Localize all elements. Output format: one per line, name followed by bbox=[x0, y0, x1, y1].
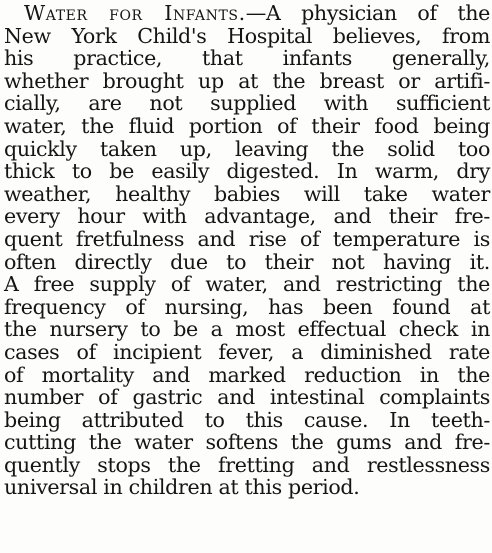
article-line-1-text: —A physician of the bbox=[245, 1, 490, 25]
article-text bbox=[4, 2, 490, 499]
article-headline: Water for Infants. bbox=[24, 1, 246, 25]
article-line: whether brought up at the breast or artifi- bbox=[4, 68, 490, 93]
article-line: A free supply of water, and restricting the bbox=[4, 272, 490, 297]
article-line: water, the fluid portion of their food being bbox=[4, 113, 490, 138]
article-line: cases of incipient fever, a diminished rate bbox=[4, 339, 490, 364]
article-line: being attributed to this cause. In teeth- bbox=[4, 407, 490, 432]
article-line: often directly due to their not having it. bbox=[4, 249, 490, 274]
article-line: frequency of nursing, has been found at bbox=[4, 294, 490, 319]
article-line: weather, healthy babies will take water bbox=[4, 181, 490, 206]
article-line-1 bbox=[4, 2, 490, 25]
article-line: quently stops the fretting and restlessness bbox=[4, 452, 490, 477]
article-line: universal in children at this period. bbox=[4, 475, 360, 500]
article-line: his practice, that infants generally, bbox=[4, 46, 490, 71]
article-line: cially, are not supplied with sufficient bbox=[4, 91, 490, 116]
article-line: quent fretfulness and rise of temperature is bbox=[4, 226, 490, 251]
article-line: the nursery to be a most effectual check in bbox=[4, 317, 490, 342]
article-line: every hour with advantage, and their fre- bbox=[4, 204, 490, 229]
article-line: of mortality and marked reduction in the bbox=[4, 362, 490, 387]
article-line: New York Child's Hospital believes, from bbox=[4, 23, 490, 48]
article-line: thick to be easily digested. In warm, dry bbox=[4, 159, 490, 184]
article-line: number of gastric and intestinal complaints bbox=[4, 385, 490, 410]
article-line: quickly taken up, leaving the solid too bbox=[4, 136, 490, 161]
article-line: cutting the water softens the gums and fre- bbox=[4, 430, 490, 455]
